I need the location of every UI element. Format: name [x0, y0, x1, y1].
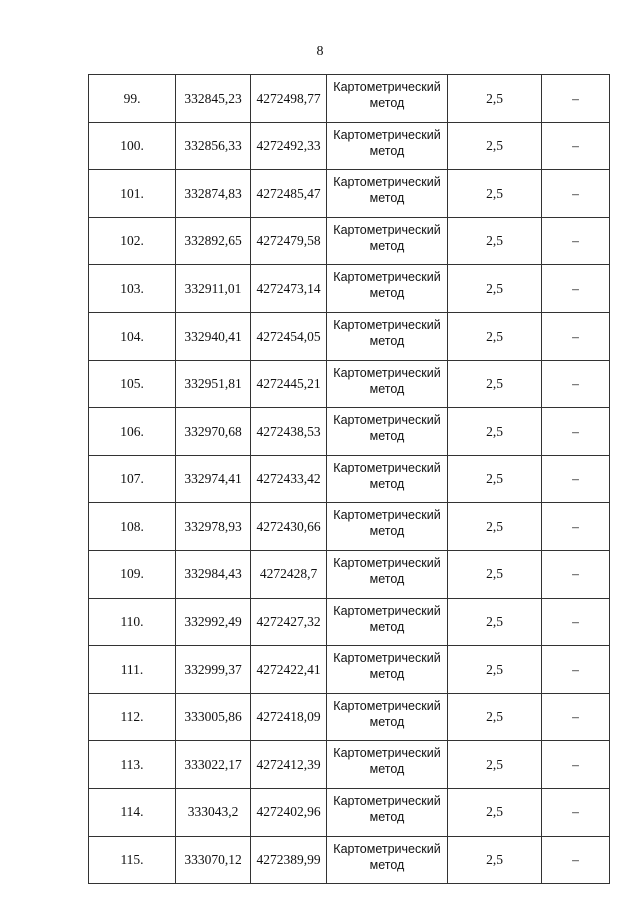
table-row	[89, 646, 610, 694]
method-line-1: Картометрический	[333, 413, 441, 428]
y-coordinate-cell: 4272427,32	[251, 598, 327, 646]
table-row	[89, 693, 610, 741]
method-line-2: метод	[369, 191, 405, 206]
note-cell: –	[542, 360, 610, 408]
method-line-2: метод	[369, 476, 405, 491]
point-number-cell: 107.	[89, 455, 176, 503]
point-number-cell: 114.	[89, 788, 176, 836]
table-row	[89, 788, 610, 836]
note-cell: –	[542, 598, 610, 646]
point-number-cell: 113.	[89, 741, 176, 789]
note-cell: –	[542, 217, 610, 265]
accuracy-cell: 2,5	[448, 265, 542, 313]
y-coordinate-cell: 4272422,41	[251, 646, 327, 694]
y-coordinate-cell: 4272479,58	[251, 217, 327, 265]
point-number-cell: 103.	[89, 265, 176, 313]
method-line-1: Картометрический	[333, 603, 441, 618]
table-row	[89, 741, 610, 789]
y-coordinate-cell: 4272454,05	[251, 312, 327, 360]
method-line-2: метод	[369, 429, 405, 444]
accuracy-cell: 2,5	[448, 836, 542, 884]
accuracy-cell: 2,5	[448, 550, 542, 598]
method-line-2: метод	[369, 381, 405, 396]
method-cell	[327, 598, 448, 646]
method-cell	[327, 693, 448, 741]
point-number-cell: 105.	[89, 360, 176, 408]
y-coordinate-cell: 4272428,7	[251, 550, 327, 598]
method-line-2: метод	[369, 96, 405, 110]
note-cell: –	[542, 693, 610, 741]
point-number-cell: 110.	[89, 598, 176, 646]
table-row	[89, 598, 610, 646]
method-cell	[327, 122, 448, 170]
method-cell	[327, 265, 448, 313]
table-row	[89, 836, 610, 884]
method-line-2: метод	[369, 619, 405, 634]
note-cell: –	[542, 788, 610, 836]
method-cell	[327, 646, 448, 694]
method-line-2: метод	[369, 809, 405, 824]
y-coordinate-cell: 4272430,66	[251, 503, 327, 551]
accuracy-cell: 2,5	[448, 503, 542, 551]
y-coordinate-cell: 4272418,09	[251, 693, 327, 741]
method-cell	[327, 836, 448, 884]
y-coordinate-cell: 4272433,42	[251, 455, 327, 503]
table-row	[89, 455, 610, 503]
method-line-2: метод	[369, 857, 405, 872]
method-line-2: метод	[369, 762, 405, 777]
method-cell	[327, 550, 448, 598]
table-row	[89, 550, 610, 598]
note-cell: –	[542, 741, 610, 789]
method-cell	[327, 741, 448, 789]
method-line-2: метод	[369, 571, 405, 586]
method-cell	[327, 312, 448, 360]
note-cell: –	[542, 408, 610, 456]
accuracy-cell: 2,5	[448, 455, 542, 503]
method-line-1: Картометрический	[333, 746, 441, 761]
x-coordinate-cell: 332984,43	[176, 550, 251, 598]
x-coordinate-cell: 333070,12	[176, 836, 251, 884]
x-coordinate-cell: 332999,37	[176, 646, 251, 694]
note-cell: –	[542, 836, 610, 884]
table-row	[89, 503, 610, 551]
method-line-1: Картометрический	[333, 80, 441, 94]
point-number-cell: 112.	[89, 693, 176, 741]
accuracy-cell: 2,5	[448, 693, 542, 741]
y-coordinate-cell: 4272492,33	[251, 122, 327, 170]
page-number: 8	[316, 44, 324, 59]
method-line-1: Картометрический	[333, 317, 441, 332]
method-line-1: Картометрический	[333, 841, 441, 856]
note-cell: –	[542, 550, 610, 598]
note-cell: –	[542, 312, 610, 360]
method-line-2: метод	[369, 143, 405, 158]
point-number-cell: 108.	[89, 503, 176, 551]
point-number-cell: 99.	[89, 75, 176, 123]
x-coordinate-cell: 332970,68	[176, 408, 251, 456]
point-number-cell: 100.	[89, 122, 176, 170]
method-line-1: Картометрический	[333, 270, 441, 285]
table-row	[89, 217, 610, 265]
accuracy-cell: 2,5	[448, 217, 542, 265]
method-line-1: Картометрический	[333, 175, 441, 190]
method-line-2: метод	[369, 238, 405, 253]
table-row	[89, 265, 610, 313]
table-row	[89, 408, 610, 456]
x-coordinate-cell: 332892,65	[176, 217, 251, 265]
y-coordinate-cell: 4272485,47	[251, 170, 327, 218]
method-cell	[327, 455, 448, 503]
note-cell: –	[542, 455, 610, 503]
method-cell	[327, 788, 448, 836]
note-cell: –	[542, 122, 610, 170]
x-coordinate-cell: 332911,01	[176, 265, 251, 313]
note-cell: –	[542, 265, 610, 313]
x-coordinate-cell: 333005,86	[176, 693, 251, 741]
y-coordinate-cell: 4272445,21	[251, 360, 327, 408]
accuracy-cell: 2,5	[448, 312, 542, 360]
method-line-1: Картометрический	[333, 698, 441, 713]
point-number-cell: 101.	[89, 170, 176, 218]
table-row	[89, 122, 610, 170]
method-line-2: метод	[369, 333, 405, 348]
note-cell: –	[542, 503, 610, 551]
y-coordinate-cell: 4272402,96	[251, 788, 327, 836]
method-cell	[327, 408, 448, 456]
note-cell: –	[542, 646, 610, 694]
x-coordinate-cell: 332874,83	[176, 170, 251, 218]
accuracy-cell: 2,5	[448, 170, 542, 218]
method-line-1: Картометрический	[333, 365, 441, 380]
method-line-1: Картометрический	[333, 460, 441, 475]
method-line-1: Картометрический	[333, 555, 441, 570]
y-coordinate-cell: 4272412,39	[251, 741, 327, 789]
method-line-2: метод	[369, 524, 405, 539]
method-line-1: Картометрический	[333, 222, 441, 237]
accuracy-cell: 2,5	[448, 360, 542, 408]
method-line-1: Картометрический	[333, 127, 441, 142]
note-cell: –	[542, 170, 610, 218]
x-coordinate-cell: 332856,33	[176, 122, 251, 170]
x-coordinate-cell: 333022,17	[176, 741, 251, 789]
point-number-cell: 102.	[89, 217, 176, 265]
accuracy-cell: 2,5	[448, 75, 542, 123]
point-number-cell: 115.	[89, 836, 176, 884]
method-line-1: Картометрический	[333, 651, 441, 666]
accuracy-cell: 2,5	[448, 598, 542, 646]
method-line-2: метод	[369, 286, 405, 301]
x-coordinate-cell: 332951,81	[176, 360, 251, 408]
y-coordinate-cell: 4272498,77	[251, 75, 327, 123]
table-row	[89, 360, 610, 408]
method-line-1: Картометрический	[333, 508, 441, 523]
x-coordinate-cell: 332845,23	[176, 75, 251, 123]
method-cell	[327, 503, 448, 551]
x-coordinate-cell: 332978,93	[176, 503, 251, 551]
y-coordinate-cell: 4272438,53	[251, 408, 327, 456]
accuracy-cell: 2,5	[448, 408, 542, 456]
accuracy-cell: 2,5	[448, 122, 542, 170]
table-body	[89, 75, 610, 884]
x-coordinate-cell: 333043,2	[176, 788, 251, 836]
point-number-cell: 106.	[89, 408, 176, 456]
x-coordinate-cell: 332992,49	[176, 598, 251, 646]
point-number-cell: 109.	[89, 550, 176, 598]
coordinates-table	[88, 74, 610, 884]
x-coordinate-cell: 332940,41	[176, 312, 251, 360]
method-cell	[327, 75, 448, 123]
table-row	[89, 75, 610, 123]
y-coordinate-cell: 4272389,99	[251, 836, 327, 884]
method-cell	[327, 360, 448, 408]
method-cell	[327, 170, 448, 218]
method-line-1: Картометрический	[333, 793, 441, 808]
method-cell	[327, 217, 448, 265]
y-coordinate-cell: 4272473,14	[251, 265, 327, 313]
method-line-2: метод	[369, 714, 405, 729]
point-number-cell: 111.	[89, 646, 176, 694]
x-coordinate-cell: 332974,41	[176, 455, 251, 503]
method-line-2: метод	[369, 667, 405, 682]
note-cell: –	[542, 75, 610, 123]
accuracy-cell: 2,5	[448, 646, 542, 694]
accuracy-cell: 2,5	[448, 788, 542, 836]
accuracy-cell: 2,5	[448, 741, 542, 789]
table-row	[89, 312, 610, 360]
table-row	[89, 170, 610, 218]
point-number-cell: 104.	[89, 312, 176, 360]
